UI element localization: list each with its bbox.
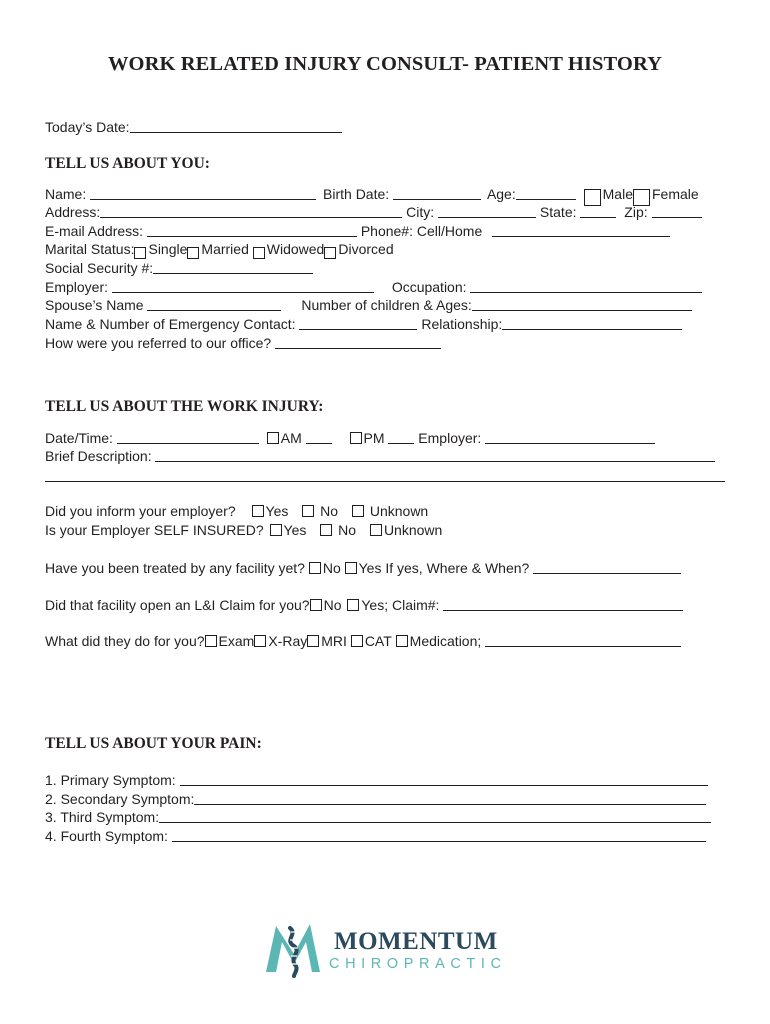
exam-checkbox[interactable] [205,635,217,647]
emergency-field[interactable] [299,316,417,330]
fourth-symptom-label: 4. Fourth Symptom: [45,828,168,844]
state-field[interactable] [580,204,616,218]
third-symptom-label: 3. Third Symptom: [45,809,160,825]
zip-label: Zip: [624,204,648,220]
address-field[interactable] [100,204,402,218]
todays-date-label: Today’s Date: [45,119,130,135]
occupation-field[interactable] [470,279,702,293]
self-insured-no-checkbox[interactable] [320,524,332,536]
spouse-field[interactable] [147,297,281,311]
am-checkbox[interactable] [267,432,279,444]
widowed-label: Widowed [266,241,325,257]
birth-date-field[interactable] [393,186,481,200]
email-label: E-mail Address: [45,223,144,239]
treated-yes-label: Yes If yes, Where & When? [358,560,530,576]
female-label: Female [652,186,699,202]
name-row [45,185,699,203]
phone-label: Phone#: Cell/Home [360,223,483,239]
about-you-heading: TELL US ABOUT YOU: [45,155,210,172]
self-insured-unknown-checkbox[interactable] [370,524,382,536]
injury-employer-label: Employer: [418,430,482,446]
treated-row [45,559,681,577]
brief-description-field[interactable] [155,448,715,462]
inform-no-label: No [320,503,339,519]
age-label: Age: [486,186,516,202]
treated-no-checkbox[interactable] [309,562,321,574]
male-label: Male [602,186,633,202]
cat-checkbox[interactable] [351,635,363,647]
email-field[interactable] [147,223,357,237]
form-title: WORK RELATED INJURY CONSULT- PATIENT HISTORY [107,53,663,75]
married-label: Married [201,241,249,257]
pm-option [350,429,385,447]
emergency-label: Name & Number of Emergency Contact: [45,316,296,332]
primary-symptom-label: 1. Primary Symptom: [45,772,176,788]
pm-label: PM [363,430,385,446]
city-field[interactable] [438,204,536,218]
mri-label: MRI [321,633,347,649]
divorced-checkbox[interactable] [324,247,336,259]
birth-date-label: Birth Date: [323,186,390,202]
spouse-row [45,296,692,314]
symptom-row [45,771,708,789]
date-time-field[interactable] [117,430,259,444]
secondary-symptom-label: 2. Secondary Symptom: [45,791,195,807]
treated-where-field[interactable] [533,560,681,574]
inform-employer-row [45,502,428,520]
todays-date-row [45,118,342,136]
employer-row [45,278,702,296]
claim-no-checkbox[interactable] [310,599,322,611]
widowed-checkbox[interactable] [253,247,265,259]
age-field[interactable] [516,186,576,200]
treatment-row [45,632,681,650]
todays-date-field[interactable] [130,119,342,133]
claim-yes-checkbox[interactable] [347,599,359,611]
name-label: Name: [45,186,87,202]
children-label: Number of children & Ages: [301,297,472,313]
referred-label: How were you referred to our office? [45,335,272,351]
single-label: Single [148,241,188,257]
inform-employer-question: Did you inform your employer? [45,503,236,519]
children-field[interactable] [472,297,692,311]
claim-row [45,596,683,614]
zip-field[interactable] [652,204,702,218]
date-time-label: Date/Time: [45,430,113,446]
self-insured-yes-checkbox[interactable] [270,524,282,536]
employer-field[interactable] [112,279,374,293]
divorced-label: Divorced [338,241,394,257]
medication-label: Medication; [409,633,482,649]
referred-row [45,334,441,352]
inform-yes-checkbox[interactable] [252,505,264,517]
injury-employer-field[interactable] [485,430,655,444]
symptom-row [45,790,706,808]
logo-subtitle: CHIROPRACTIC [329,956,507,972]
fourth-symptom-field[interactable] [172,828,706,842]
treated-question: Have you been treated by any facility yet? [45,560,305,576]
cat-label: CAT [364,633,392,649]
self-insured-no-label: No [338,522,357,538]
treatment-question: What did they do for you? [45,633,205,649]
employer-label: Employer: [45,279,109,295]
ssn-field[interactable] [153,260,313,274]
mri-checkbox[interactable] [307,635,319,647]
inform-unknown-label: Unknown [369,503,429,519]
brief-description-label: Brief Description: [45,448,152,464]
am-field[interactable] [306,430,332,444]
secondary-symptom-field[interactable] [194,791,706,805]
self-insured-row [45,521,442,539]
married-checkbox[interactable] [187,247,199,259]
claim-yes-label: Yes; Claim#: [361,597,440,613]
marital-status-label: Marital Status: [45,241,135,257]
marital-status-row [45,240,394,258]
symptom-row [45,808,711,826]
symptom-row [45,827,706,845]
self-insured-unknown-label: Unknown [383,522,443,538]
brief-description-extra-line[interactable] [45,481,725,482]
date-time-row [45,429,655,447]
phone-field[interactable] [492,223,670,237]
xray-label: X-Ray [268,633,308,649]
ssn-row [45,259,313,277]
treated-yes-checkbox[interactable] [345,562,357,574]
address-row [45,203,702,221]
am-option [267,429,302,447]
pain-heading: TELL US ABOUT YOUR PAIN: [45,735,262,752]
self-insured-question: Is your Employer SELF INSURED? [45,522,264,538]
ssn-label: Social Security #: [45,260,154,276]
third-symptom-field[interactable] [159,809,711,823]
relationship-label: Relationship: [421,316,503,332]
logo-wordmark: MOMENTUM [334,928,498,955]
self-insured-yes-label: Yes [283,522,307,538]
treated-no-label: No [322,560,341,576]
work-injury-heading: TELL US ABOUT THE WORK INJURY: [45,398,324,415]
referred-field[interactable] [275,335,441,349]
pm-field[interactable] [388,430,414,444]
medication-field[interactable] [485,633,681,647]
state-label: State: [539,204,577,220]
occupation-label: Occupation: [391,279,467,295]
momentum-logo-icon [264,920,326,978]
claim-no-label: No [323,597,342,613]
xray-checkbox[interactable] [254,635,266,647]
spouse-label: Spouse’s Name [45,297,144,313]
relationship-field[interactable] [502,316,682,330]
brief-description-row [45,447,715,465]
address-label: Address: [45,204,101,220]
emergency-row [45,315,682,333]
name-field[interactable] [90,186,316,200]
pm-checkbox[interactable] [350,432,362,444]
city-label: City: [406,204,435,220]
claim-question: Did that facility open an L&I Claim for you? [45,597,310,613]
am-label: AM [280,430,302,446]
claim-number-field[interactable] [443,597,683,611]
inform-yes-label: Yes [265,503,289,519]
primary-symptom-field[interactable] [180,772,708,786]
inform-no-checkbox[interactable] [302,505,314,517]
single-checkbox[interactable] [134,247,146,259]
medication-checkbox[interactable] [396,635,408,647]
exam-label: Exam [218,633,255,649]
email-row [45,222,670,240]
inform-unknown-checkbox[interactable] [352,505,364,517]
